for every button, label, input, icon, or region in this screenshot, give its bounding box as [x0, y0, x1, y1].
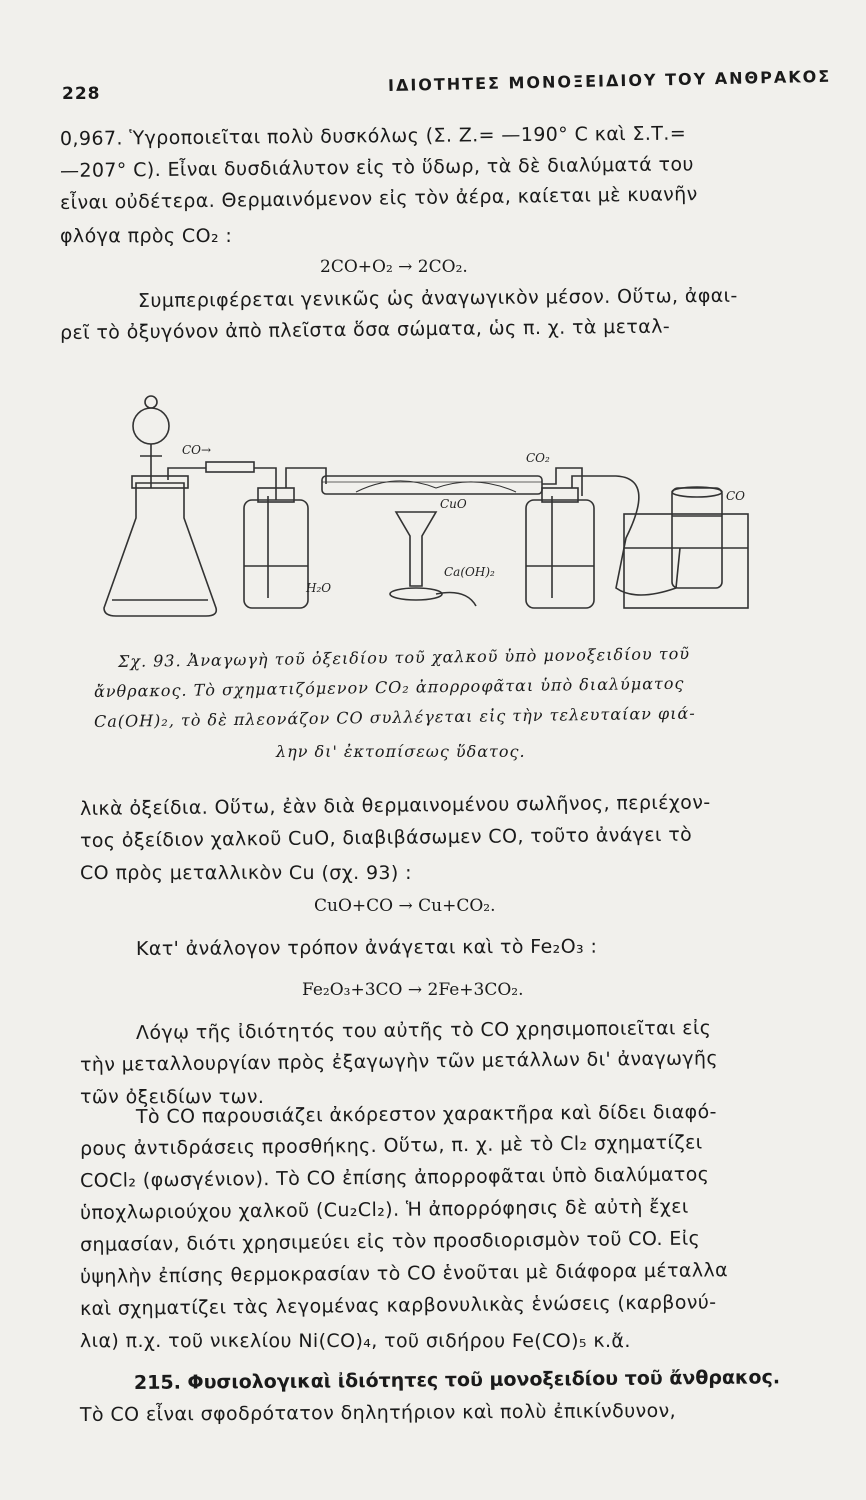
label-cuo: CuO: [440, 497, 467, 511]
equation-cuo-reduction: CuO+CO → Cu+CO₂.: [314, 896, 496, 916]
text-line: λια) π.χ. τοῦ νικελίου Ni(CO)₄, τοῦ σιδήρου Fe(CO)₅ κ.ἄ.: [80, 1330, 631, 1352]
pneumatic-trough: [624, 514, 748, 608]
combustion-tube: [322, 476, 542, 494]
text-line: Τὸ CO εἶναι σφοδρότατον δηλητήριον καὶ πολὺ ἐπικίνδυνον,: [79, 1399, 677, 1426]
bunsen-burner: [396, 512, 436, 586]
figure-caption-line: λην δι' ἐκτοπίσεως ὕδατος.: [276, 742, 526, 761]
text-line: Τὸ CO παρουσιάζει ἀκόρεστον χαρακτῆρα καὶ δίδει διαφό-: [135, 1100, 717, 1128]
wash-bottle-limewater: [526, 500, 594, 608]
equation-co-combustion: 2CO+O₂ → 2CO₂.: [320, 257, 468, 277]
flask-stopper: [132, 476, 188, 488]
label-water: H₂O: [306, 581, 332, 595]
figure-caption-line: Σχ. 93. Ἀναγωγὴ τοῦ ὀξειδίου τοῦ χαλκοῦ ὑπὸ μονοξειδίου τοῦ: [117, 644, 691, 671]
text-line: τος ὀξείδιον χαλκοῦ CuO, διαβιβάσωμεν CO, τοῦτο ἀνάγει τὸ: [79, 823, 693, 852]
text-line: CO πρὸς μεταλλικὸν Cu (σχ. 93) :: [80, 862, 412, 884]
text-line: 0,967. Ὑγροποιεῖται πολὺ δυσκόλως (Σ. Ζ.= —190° C καὶ Σ.Τ.=: [59, 122, 687, 150]
text-line: λικὰ ὀξείδια. Οὕτω, ἐὰν διὰ θερμαινομένου σωλῆνος, περιέχον-: [79, 791, 711, 820]
text-line: —207° C). Εἶναι δυσδιάλυτον εἰς τὸ ὕδωρ, τὰ δὲ διαλύματά του: [59, 153, 694, 182]
text-line: καὶ σχηματίζει τὰς λεγομένας καρβονυλικὰς ἑνώσεις (καρβονύ-: [79, 1291, 717, 1320]
text-line: ὑποχλωριούχου χαλκοῦ (Cu₂Cl₂). Ἡ ἀπορρόφησις δὲ αὐτὴ ἔχει: [79, 1195, 689, 1224]
wash-bottle-water: [244, 500, 308, 608]
text-line: ρεῖ τὸ ὀξυγόνον ἀπὸ πλεῖστα ὅσα σώματα, ὡς π. χ. τὰ μεταλ-: [59, 315, 671, 344]
text-line: φλόγα πρὸς CO₂ :: [60, 225, 233, 247]
text-line: τὴν μεταλλουργίαν πρὸς ἐξαγωγὴν τῶν μετάλλων δι' ἀναγωγῆς: [79, 1047, 719, 1076]
figure-apparatus: [96, 388, 756, 638]
label-limewater: Ca(OH)₂: [444, 565, 495, 579]
label-co2: CO₂: [526, 451, 550, 465]
text-line: Κατ' ἀνάλογον τρόπον ἀνάγεται καὶ τὸ Fe₂O₃ :: [135, 935, 598, 960]
section-heading: 215. Φυσιολογικαὶ ἰδιότητες τοῦ μονοξειδίου τοῦ ἄνθρακος.: [133, 1366, 781, 1394]
generator-flask: [104, 483, 216, 616]
text-line: εἶναι οὐδέτερα. Θερμαινόμενον εἰς τὸν ἀέρα, καίεται μὲ κυανῆν: [59, 183, 698, 214]
figure-caption-line: ἄνθρακος. Τὸ σχηματιζόμενον CO₂ ἀπορροφᾶται ὑπὸ διαλύματος: [93, 673, 685, 701]
text-line: σημασίαν, διότι χρησιμεύει εἰς τὸν προσδιορισμὸν τοῦ CO. Εἰς: [79, 1227, 701, 1256]
page-number: 228: [62, 84, 101, 104]
text-line: Συμπεριφέρεται γενικῶς ὡς ἀναγωγικὸν μέσον. Οὕτω, ἀφαι-: [137, 284, 738, 312]
figure-caption-line: Ca(OH)₂, τὸ δὲ πλεονάζον CO συλλέγεται εἰς τὴν τελευταίαν φιά-: [93, 703, 696, 731]
dropping-funnel: [133, 408, 169, 444]
text-line: COCl₂ (φωσγένιον). Τὸ CO ἐπίσης ἀπορροφᾶται ὑπὸ διαλύματος: [79, 1163, 710, 1192]
running-header: ΙΔΙΟΤΗΤΕΣ ΜΟΝΟΞΕΙΔΙΟΥ ΤΟΥ ΑΝΘΡΑΚΟΣ: [387, 66, 832, 95]
label-co-out: CO: [726, 489, 746, 503]
collecting-jar: [672, 488, 722, 588]
label-co-in: CO→: [182, 443, 212, 457]
text-line: τῶν ὀξειδίων των.: [80, 1086, 265, 1108]
text-line: Λόγῳ τῆς ἰδιότητός του αὐτῆς τὸ CO χρησιμοποιεῖται εἰς: [135, 1016, 712, 1044]
equation-fe2o3-reduction: Fe₂O₃+3CO → 2Fe+3CO₂.: [302, 980, 524, 1000]
text-line: ὑψηλὴν ἐπίσης θερμοκρασίαν τὸ CO ἑνοῦται μὲ διάφορα μέταλλα: [79, 1259, 729, 1288]
text-line: ρους ἀντιδράσεις προσθήκης. Οὕτω, π. χ. μὲ τὸ Cl₂ σχηματίζει: [79, 1131, 703, 1160]
